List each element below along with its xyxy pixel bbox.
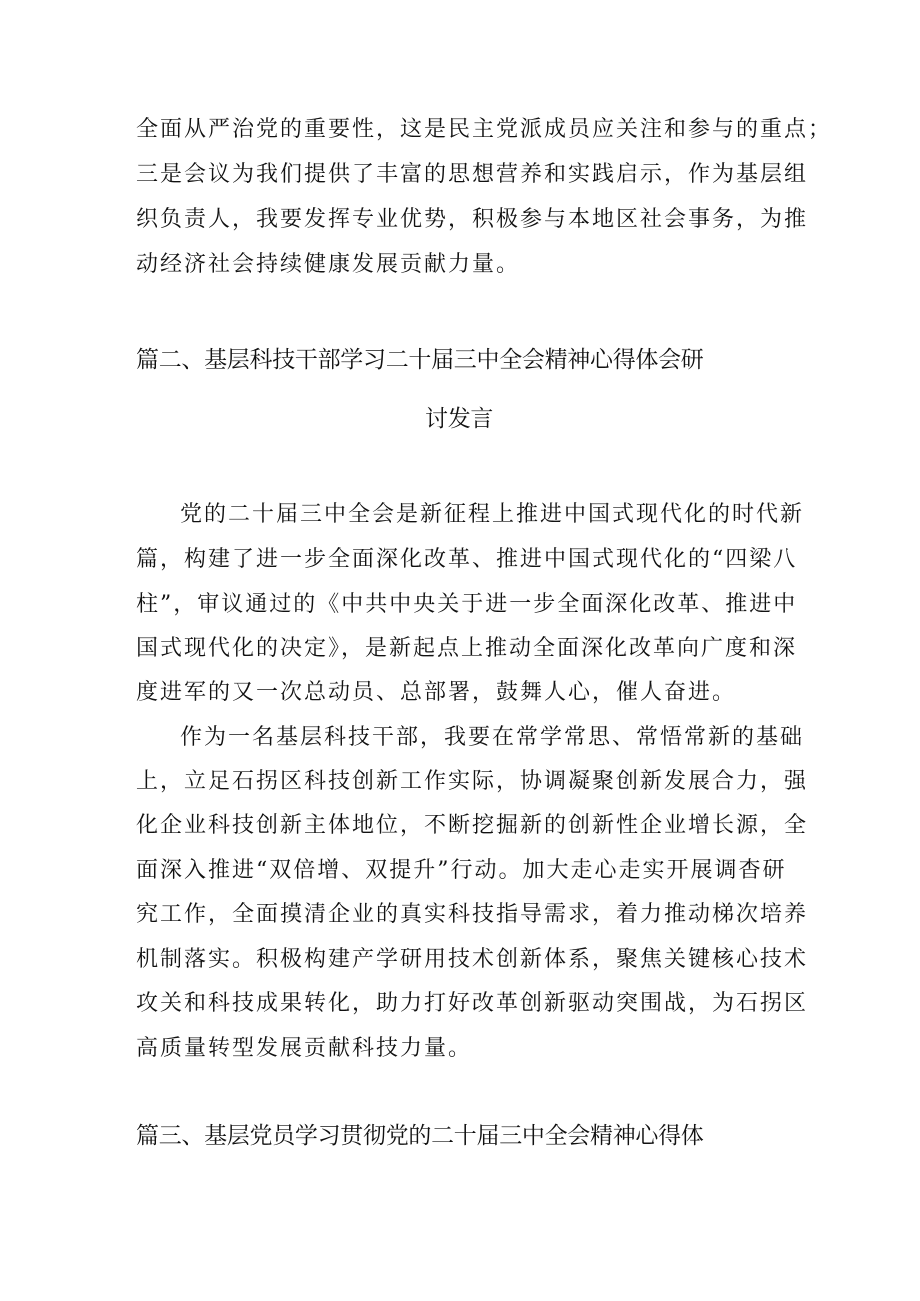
section2-title-line2: 讨发言 <box>425 406 494 432</box>
intro-line: 织负责人，我要发挥专业优势，积极参与本地区社会事务，为推 <box>136 207 809 232</box>
paragraph-line: 高质量转型发展贡献科技力量。 <box>136 1036 473 1061</box>
paragraph-line: 化企业科技创新主体地位，不断挖掘新的创新性企业增长源，全 <box>136 813 809 838</box>
paragraph-line: 国式现代化的决定》，是新起点上推动全面深化改革向广度和深 <box>136 636 798 661</box>
paragraph-line: 上，立足石拐区科技创新工作实际，协调凝聚创新发展合力，强 <box>136 769 809 794</box>
paragraph-line: 面深入推进“双倍增、双提升”行动。加大走心走实开展调杳研 <box>136 858 787 883</box>
intro-line: 全面从严治党的重要性，这是民主党派成员应关注和参与的重点； <box>136 117 833 142</box>
paragraph-line: 作为一名基层科技干部，我要在常学常思、常悟常新的基础 <box>180 725 805 750</box>
paragraph-line: 攻关和科技成果转化，助力打好改革创新驱动突围战，为石拐区 <box>136 991 809 1016</box>
section3-title-line1: 篇三、基层党员学习贯彻党的二十届三中全会精神心得体 <box>136 1123 704 1149</box>
intro-line: 三是会议为我们提供了丰富的思想营养和实践启示，作为基层组 <box>136 162 809 187</box>
paragraph-line: 度进军的又一次总动员、总部署，鼓舞人心，催人奋进。 <box>136 680 737 705</box>
paragraph-line: 党的二十届三中全会是新征程上推进中国式现代化的时代新 <box>180 502 805 527</box>
paragraph-line: 究工作，全面摸清企业的真实科技指导需求，着力推动梯次培养 <box>136 902 809 927</box>
paragraph-line: 柱”，审议通过的《中共中央关于进一步全面深化改革、推进中 <box>136 592 798 617</box>
paragraph-line: 篇，构建了进一步全面深化改革、推进中国式现代化的“四梁八 <box>136 547 798 572</box>
paragraph-line: 机制落实。积极构建产学研用技术创新体系，聚焦关键核心技术 <box>136 947 809 972</box>
intro-line: 动经济社会持续健康发展贡献力量。 <box>136 252 521 277</box>
section2-title-line1: 篇二、基层科技干部学习二十届三中全会精神心得体会研 <box>136 347 704 373</box>
